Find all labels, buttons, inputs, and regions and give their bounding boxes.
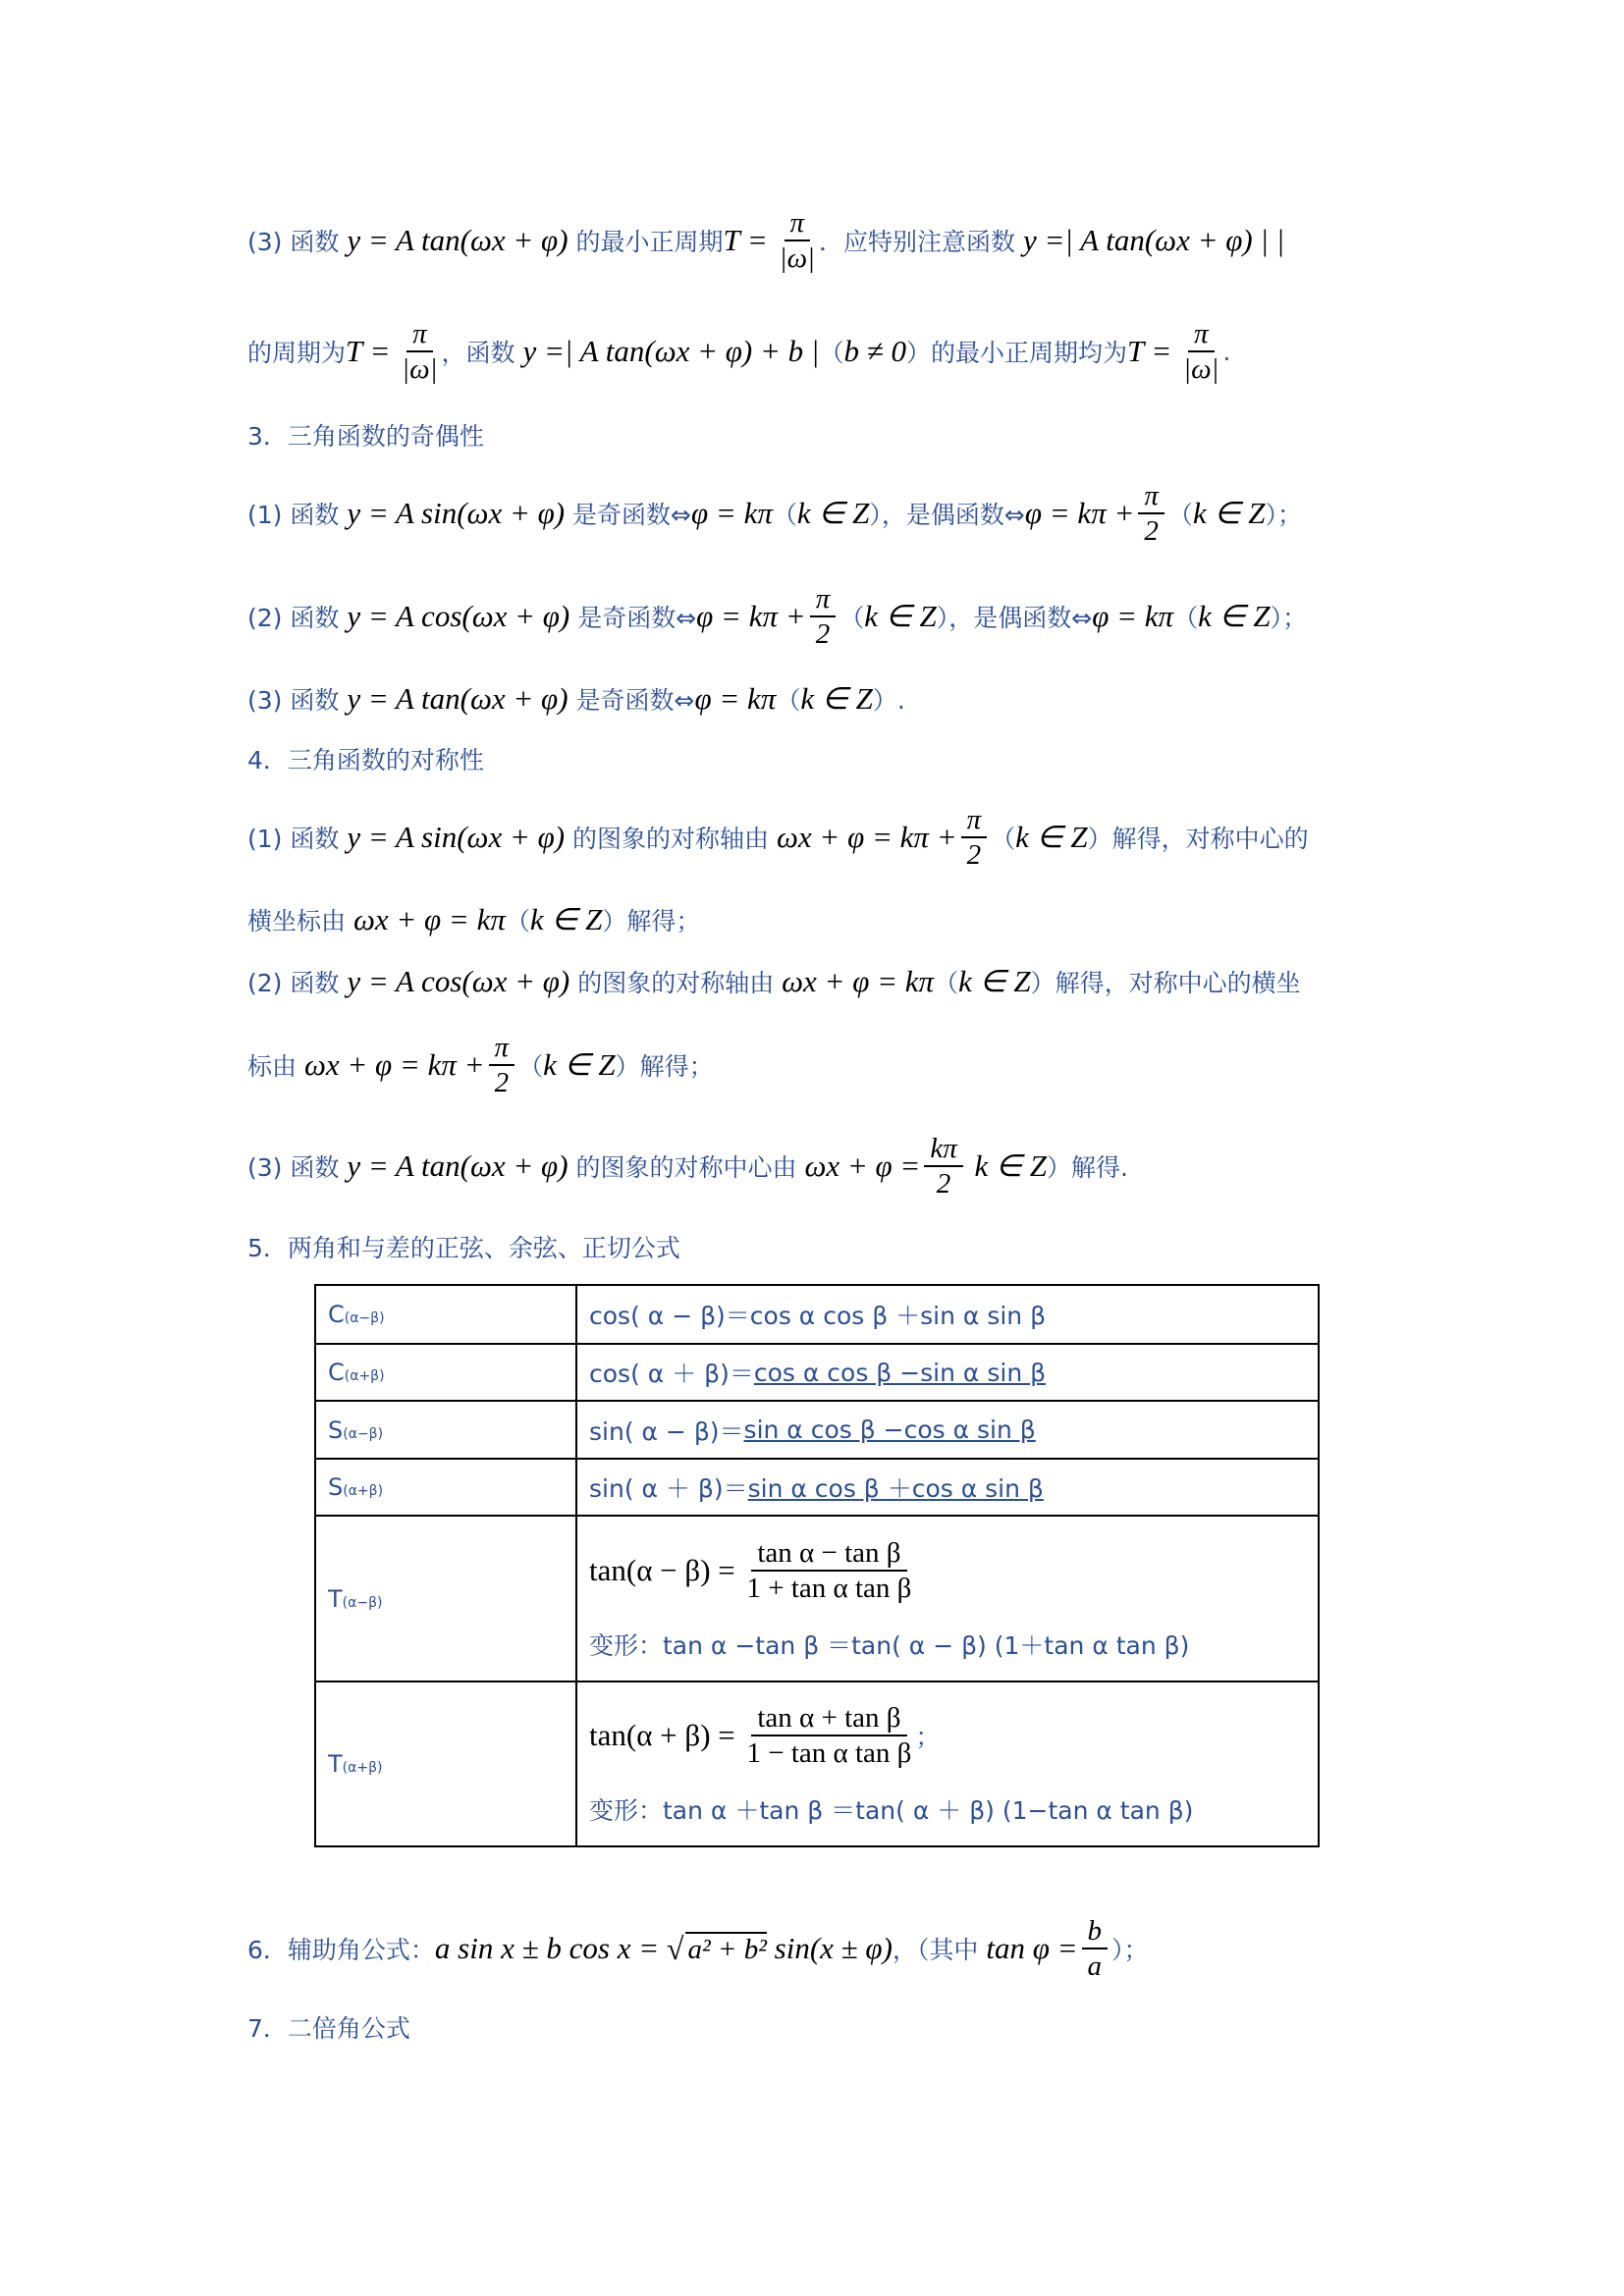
fraction [747, 1536, 912, 1605]
formula-cell [576, 1285, 1319, 1344]
fraction-denominator: 1 + tan α tan β [746, 1572, 912, 1604]
formula-variant: 变形：tan α −tan β ＝tan( α − β) (1＋tan α tan β) [589, 1630, 1190, 1660]
formula-name: T [328, 1750, 343, 1778]
text-run: ），是偶函数⇔ [936, 604, 1093, 632]
formula [589, 1701, 1306, 1770]
math-expression: k ∈ Z [796, 496, 870, 530]
fraction-denominator: 2 [936, 1168, 951, 1200]
formula [589, 1536, 1306, 1605]
text-line [247, 720, 484, 798]
text-run: (3) 函数 [247, 1153, 348, 1182]
text-line [247, 474, 1302, 553]
formula-lhs: sin( α − β)＝ [589, 1416, 744, 1446]
formula-lhs: cos( α − β)＝ [589, 1302, 750, 1330]
formula-name-cell [315, 1459, 576, 1516]
fraction-denominator: 2 [966, 839, 982, 871]
math-expression: y =| A tan(ωx + φ) + b | [522, 334, 820, 368]
formula-name-cell [315, 1344, 576, 1401]
fraction [780, 206, 815, 275]
formula-name-cell [315, 1285, 576, 1344]
formula-rhs: sin α cos β ＋cos α sin β [747, 1474, 1044, 1503]
fraction-denominator: |ω| [402, 353, 438, 385]
text-run: （ [1167, 501, 1193, 529]
text-run: (1) 函数 [247, 501, 348, 529]
math-expression: k ∈ Z [543, 1047, 616, 1082]
table-row [315, 1401, 1319, 1459]
math-expression: k ∈ Z [1192, 496, 1266, 530]
text-run: ）的最小正周期均为 [905, 339, 1127, 367]
formula-cell [576, 1459, 1319, 1516]
fraction-denominator: 2 [1144, 515, 1159, 547]
text-line [247, 577, 1307, 656]
formula-cell [576, 1344, 1319, 1401]
text-run: 标由 [247, 1052, 304, 1081]
fraction [924, 1132, 962, 1201]
text-run: 的图象的对称轴由 [569, 969, 783, 997]
math-expression: φ = kπ [694, 681, 777, 716]
text-run: ）解得； [615, 1052, 714, 1081]
formula [589, 1297, 1306, 1332]
text-line [247, 201, 1284, 280]
formula-name-cell [315, 1401, 576, 1459]
math-expression: k ∈ Z [1015, 820, 1088, 854]
formula-lhs: sin( α ＋ β)＝ [589, 1474, 748, 1503]
fraction-numerator: tan α + tan β [751, 1701, 906, 1736]
fraction-numerator: π [489, 1031, 515, 1066]
formula-name: T [328, 1584, 343, 1613]
table-row [315, 1344, 1319, 1401]
text-line [247, 798, 1309, 877]
fraction [1183, 317, 1218, 386]
fraction [1082, 1914, 1109, 1983]
formula-name-cell [315, 1682, 576, 1846]
text-run: ），是偶函数⇔ [869, 501, 1025, 529]
text-run: ，（其中 [892, 1936, 987, 1964]
text-run: （ [772, 501, 797, 529]
formula-cell [576, 1516, 1319, 1682]
fraction-numerator: π [961, 803, 988, 838]
formula-lhs: tan(α + β) = [589, 1718, 743, 1752]
text-line [247, 396, 484, 474]
math-expression: ωx + φ = kπ [352, 902, 506, 936]
math-expression: y = A tan(ωx + φ) [347, 681, 568, 716]
math-expression: y =| A tan(ωx + φ) | | [1022, 223, 1285, 257]
math-expression: ωx + φ = kπ [782, 964, 935, 998]
text-run: 的最小正周期 [568, 228, 724, 256]
text-run: ）解得； [602, 907, 701, 935]
math-expression: b ≠ 0 [843, 334, 906, 368]
text-run: ）解得，对称中心的横坐 [1030, 969, 1301, 997]
text-run: ）解得. [1047, 1153, 1128, 1182]
table-row [315, 1682, 1319, 1846]
text-run: （ [776, 686, 801, 715]
fraction-denominator: 2 [494, 1067, 510, 1098]
text-run: 的周期为 [247, 339, 347, 367]
formula-subscript: (α+β) [343, 1483, 384, 1499]
table-row [315, 1516, 1319, 1682]
fraction [810, 582, 837, 651]
text-run: 是奇函数⇔ [569, 604, 697, 632]
text-run: ．应特别注意函数 [819, 228, 1023, 256]
math-expression: y = A cos(ωx + φ) [347, 964, 570, 998]
math-expression: k ∈ Z [529, 902, 603, 936]
math-expression: φ = kπ + [696, 599, 806, 633]
fraction-numerator: b [1082, 1914, 1109, 1949]
fraction [961, 803, 988, 872]
formula-name: C [328, 1301, 345, 1328]
fraction-numerator: π [406, 317, 433, 352]
text-run: (2) 函数 [247, 969, 348, 997]
formula-name: C [328, 1359, 345, 1386]
formula-rhs: sin α cos β −cos α sin β [743, 1415, 1036, 1444]
text-run: (3) 函数 [247, 686, 348, 715]
math-expression: φ = kπ [691, 496, 773, 530]
text-run: ）； [1111, 1936, 1149, 1964]
math-expression: T = [346, 334, 399, 368]
formula [589, 1355, 1306, 1390]
text-run: (2) 函数 [247, 604, 348, 632]
fraction-denominator: |ω| [1183, 353, 1219, 385]
math-expression: φ = kπ [1092, 599, 1174, 633]
fraction-denominator: |ω| [779, 242, 816, 274]
fraction-numerator: π [1188, 317, 1215, 352]
formula [589, 1469, 1306, 1505]
text-run: (1) 函数 [247, 825, 348, 853]
table-row [315, 1285, 1319, 1344]
formula-after: ； [915, 1723, 941, 1751]
text-run: （ [1173, 604, 1199, 632]
fraction-numerator: kπ [924, 1132, 962, 1167]
text-run: 的图象的对称轴由 [565, 825, 778, 853]
formula-name: S [328, 1473, 344, 1501]
text-run: （ [991, 825, 1016, 853]
text-run: ）解得，对称中心的 [1087, 825, 1309, 853]
text-run: 7．二倍角公式 [247, 2014, 410, 2043]
text-run: 横坐标由 [247, 907, 353, 935]
formula-name-cell [315, 1516, 576, 1682]
math-expression: ωx + φ = [804, 1148, 921, 1183]
formula-subscript: (α−β) [342, 1594, 383, 1611]
math-expression: k ∈ Z [864, 599, 937, 633]
math-expression: φ = kπ + [1024, 496, 1135, 530]
fraction [747, 1701, 912, 1770]
text-line [247, 942, 1301, 1021]
text-run: 是奇函数⇔ [568, 686, 695, 715]
math-expression: y = A tan(ωx + φ) [347, 223, 568, 257]
text-line [247, 1127, 1128, 1205]
math-expression: T = [723, 223, 776, 257]
formula [589, 1413, 1306, 1448]
text-run: ）； [1265, 501, 1302, 529]
text-run: ，函数 [441, 339, 523, 367]
text-line [247, 1909, 1149, 1988]
formula-name: S [328, 1415, 344, 1444]
math-expression: ωx + φ = kπ + [303, 1047, 485, 1082]
fraction-denominator: 1 − tan α tan β [746, 1737, 912, 1769]
formula-subscript: (α+β) [342, 1760, 383, 1776]
math-expression: k ∈ Z [1198, 599, 1271, 633]
math-expression: k ∈ Z [966, 1148, 1048, 1183]
text-run: （ [505, 907, 530, 935]
text-line [247, 1026, 714, 1104]
text-run: ）. [872, 686, 905, 715]
math-expression: y = A tan(ωx + φ) [347, 1148, 568, 1183]
formula-cell [576, 1682, 1319, 1846]
fraction [489, 1031, 515, 1099]
formula-rhs: cos α cos β ＋sin α sin β [749, 1302, 1047, 1330]
text-line [247, 1988, 410, 2066]
math-expression: k ∈ Z [958, 964, 1031, 998]
math-expression: sin(x ± φ) [766, 1931, 893, 1965]
text-run: . [1222, 337, 1231, 366]
formula-variant: 变形：tan α ＋tan β ＝tan( α ＋ β) (1−tan α tan β) [589, 1796, 1194, 1825]
text-line [247, 312, 1230, 391]
fraction-denominator: a [1087, 1950, 1103, 1982]
text-line [247, 1207, 680, 1286]
fraction-numerator: π [1138, 479, 1164, 514]
text-run: 3．三角函数的奇偶性 [247, 422, 484, 451]
math-expression: y = A cos(ωx + φ) [347, 599, 570, 633]
table-row [315, 1459, 1319, 1516]
radicand: a² + b² [687, 1933, 767, 1965]
text-run: 是奇函数⇔ [565, 501, 692, 529]
text-run: ）； [1270, 604, 1308, 632]
text-run: （ [934, 969, 959, 997]
text-run: （ [819, 339, 844, 367]
formula-subscript: (α−β) [343, 1425, 384, 1442]
formula-table [314, 1284, 1320, 1847]
math-expression: tan φ = [986, 1931, 1078, 1965]
fraction-numerator: π [785, 206, 811, 241]
text-run: 4．三角函数的对称性 [247, 746, 484, 774]
math-expression: y = A sin(ωx + φ) [347, 820, 566, 854]
fraction-denominator: 2 [815, 618, 831, 650]
text-run: 6．辅助角公式： [247, 1936, 435, 1964]
math-expression: y = A sin(ωx + φ) [347, 496, 566, 530]
fraction [1138, 479, 1164, 548]
formula-lhs: tan(α − β) = [589, 1552, 743, 1587]
math-expression: T = [1126, 334, 1180, 368]
formula-subscript: (α+β) [344, 1368, 385, 1384]
text-run: （ [518, 1052, 544, 1081]
formula-rhs: cos α cos β −sin α sin β [753, 1358, 1047, 1387]
formula-cell [576, 1401, 1319, 1459]
formula-subscript: (α−β) [344, 1310, 385, 1326]
fraction [402, 317, 437, 386]
math-expression: k ∈ Z [800, 681, 873, 716]
math-expression: a sin x ± b cos x = [434, 1931, 667, 1965]
fraction-numerator: tan α − tan β [751, 1536, 906, 1572]
text-run: 的图象的对称中心由 [568, 1153, 805, 1182]
text-run: 5．两角和与差的正弦、余弦、正切公式 [247, 1234, 680, 1262]
fraction-numerator: π [810, 582, 837, 617]
text-run: (3) 函数 [247, 228, 348, 256]
text-run: （ [839, 604, 865, 632]
sqrt-icon: √ [666, 1930, 684, 1966]
formula-lhs: cos( α ＋ β)＝ [589, 1360, 754, 1388]
math-expression: ωx + φ = kπ + [777, 820, 957, 854]
